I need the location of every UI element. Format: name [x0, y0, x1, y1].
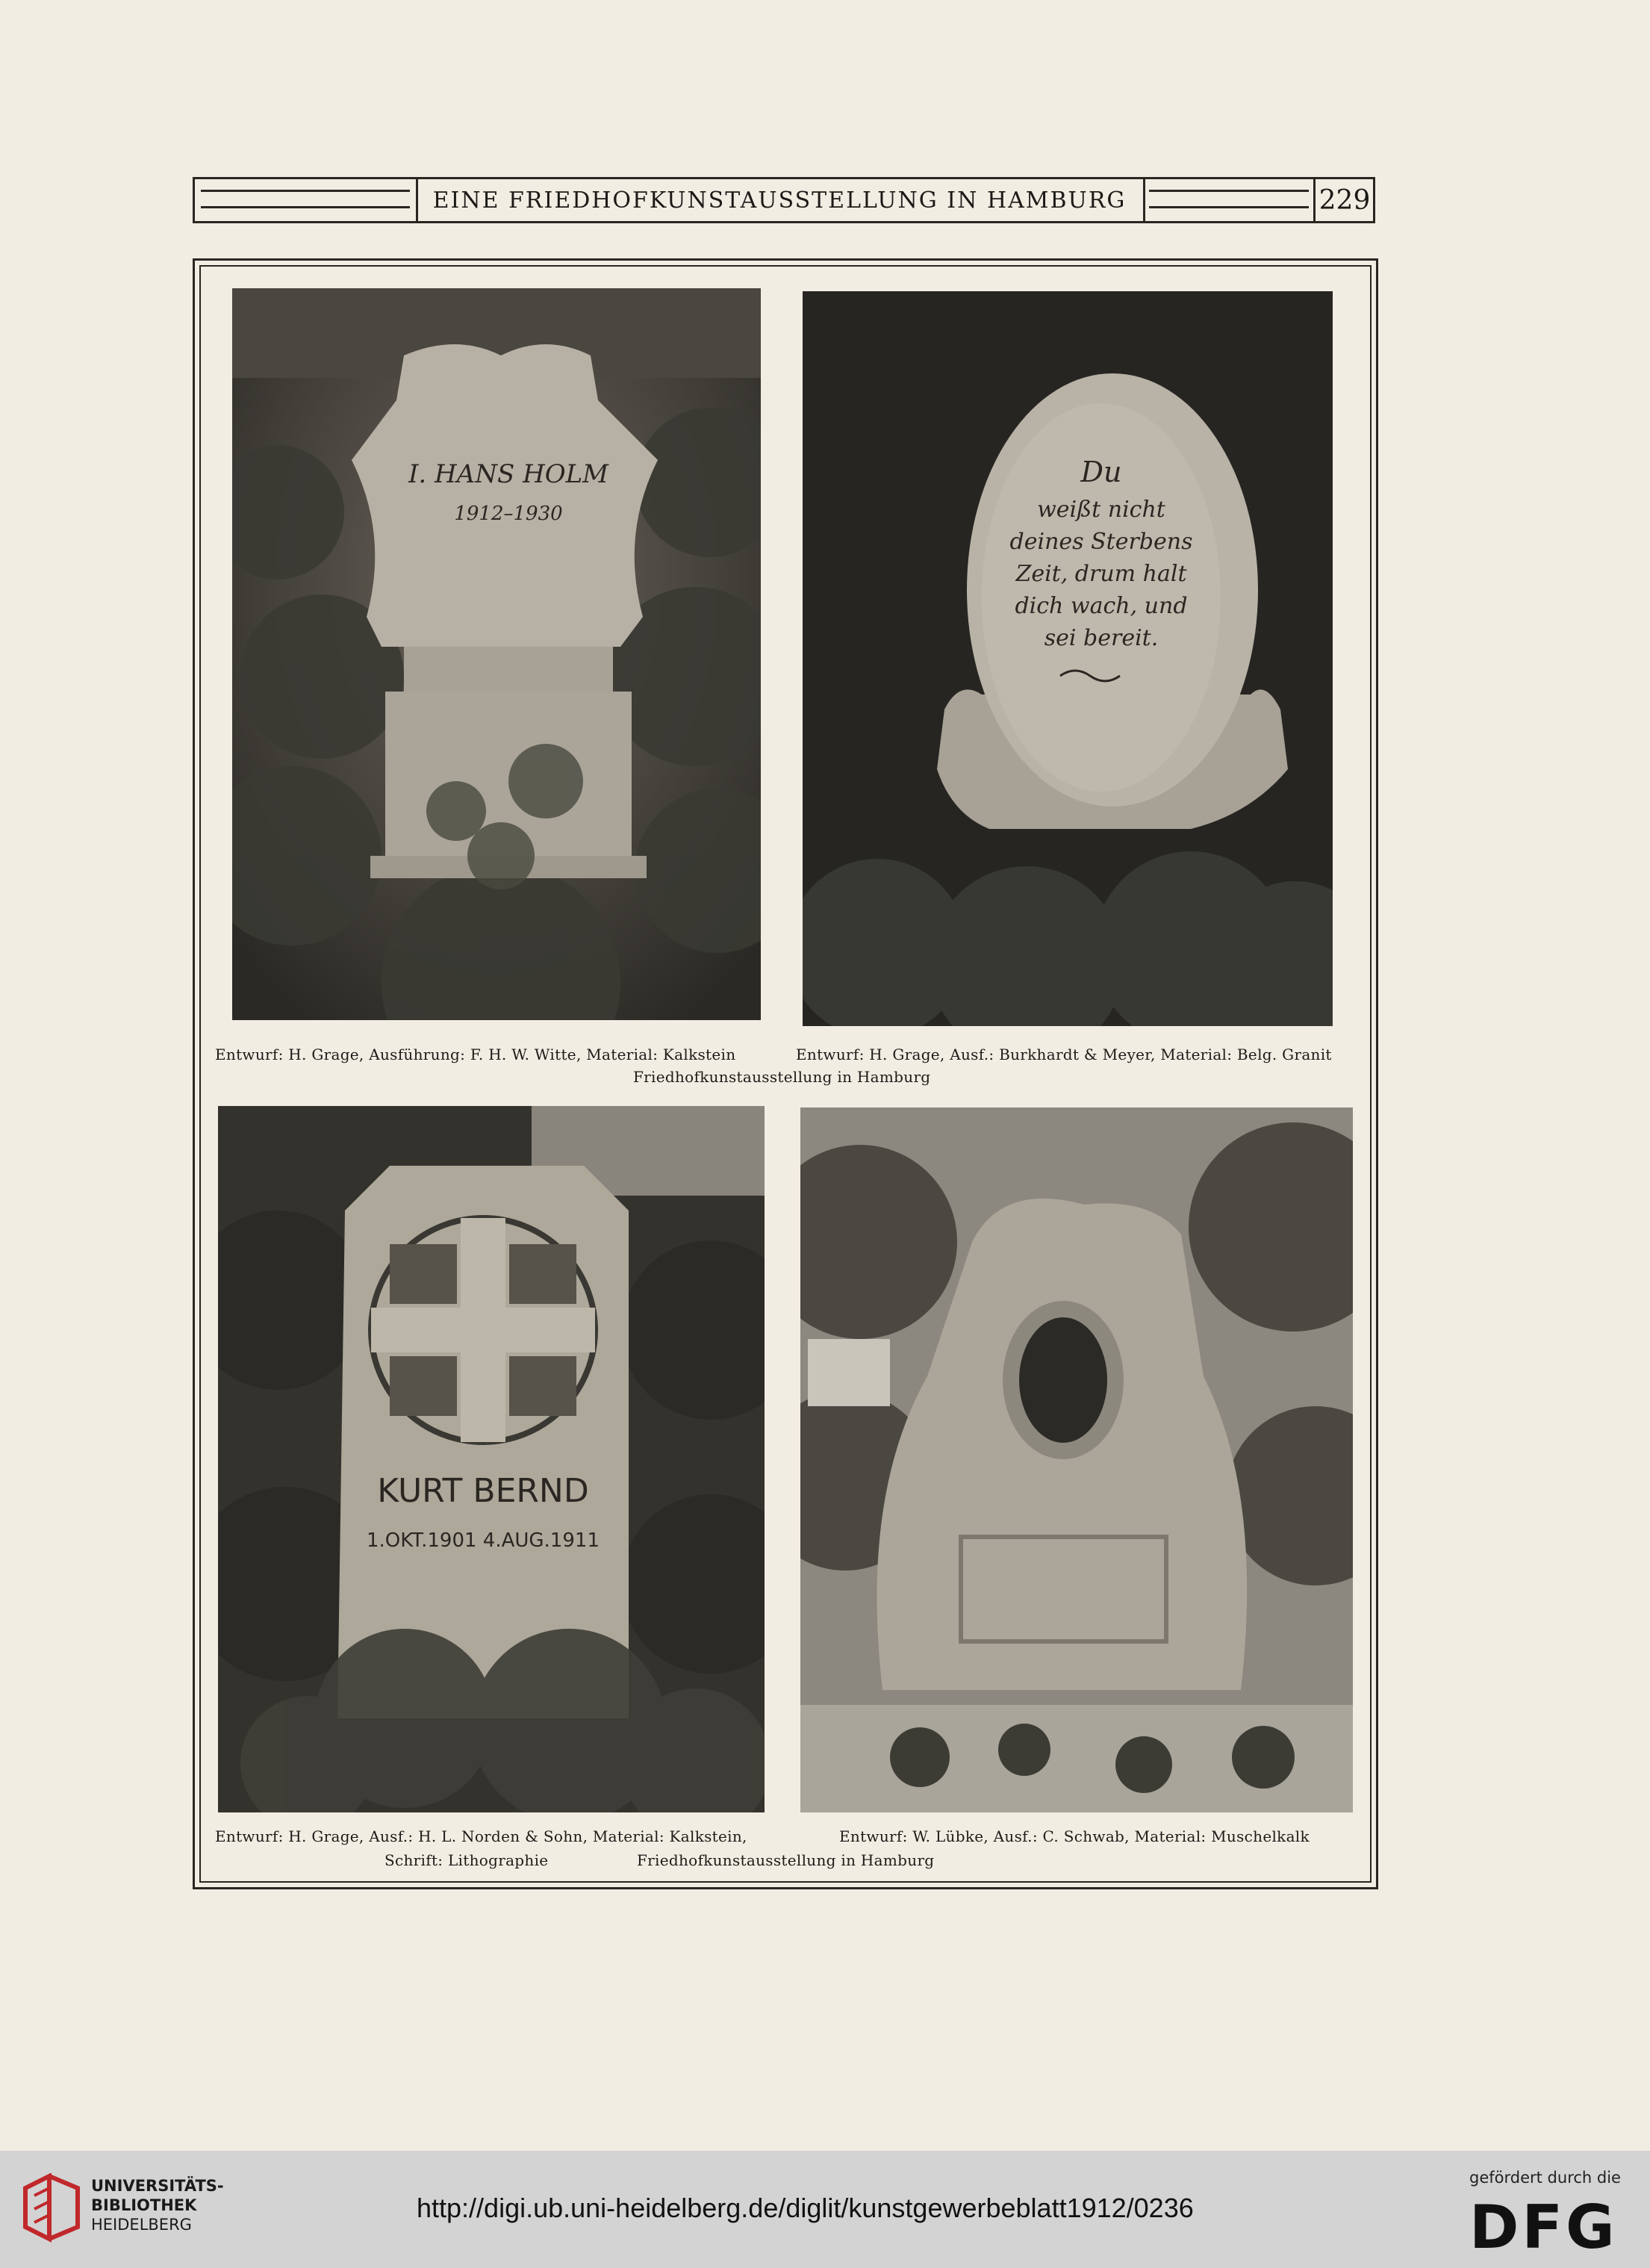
library-name: UNIVERSITÄTS- BIBLIOTHEK HEIDELBERG [91, 2177, 224, 2234]
running-header [193, 177, 1375, 223]
caption-top-right: Entwurf: H. Grage, Ausf.: Burkhardt & Meyer, Material: Belg. Granit [796, 1046, 1332, 1063]
caption-top-center: Friedhofkunstausstellung in Hamburg [633, 1068, 931, 1086]
library-logo-icon [19, 2173, 84, 2245]
page-number: 229 [1319, 184, 1371, 216]
running-title: EINE FRIEDHOFKUNSTAUSSTELLUNG IN HAMBURG [432, 187, 1127, 214]
inscription-line: weißt nicht [1037, 497, 1165, 523]
inscription-line: sei bereit. [1044, 625, 1159, 651]
photo-gravestone-kurt-bernd [218, 1106, 765, 1812]
permalink-url[interactable]: http://digi.ub.uni-heidelberg.de/diglit/kunstgewerbeblatt1912/0236 [417, 2193, 1194, 2223]
inscription-line: Du [1080, 456, 1122, 488]
inscription-line: KURT BERND [377, 1472, 589, 1510]
inscription-line: Zeit, drum halt [1015, 561, 1187, 587]
sponsor-label: gefördert durch die [1469, 2169, 1621, 2187]
caption-bottom-right: Entwurf: W. Lübke, Ausf.: C. Schwab, Material: Muschelkalk [839, 1827, 1310, 1845]
caption-bottom-left: Entwurf: H. Grage, Ausf.: H. L. Norden & Sohn, Material: Kalkstein, [215, 1827, 747, 1845]
dfg-logo: DFG [1469, 2193, 1618, 2262]
caption-top-left: Entwurf: H. Grage, Ausführung: F. H. W. Witte, Material: Kalkstein [215, 1046, 736, 1063]
caption-bottom-left-2: Schrift: Lithographie [385, 1851, 549, 1869]
inscription-line: I. HANS HOLM [408, 459, 609, 489]
caption-bottom-center: Friedhofkunstausstellung in Hamburg [637, 1851, 935, 1869]
inscription-line: 1.OKT.1901 4.AUG.1911 [367, 1529, 600, 1552]
photo-gravestone-oval [803, 291, 1333, 1026]
footer-bar [0, 2151, 1650, 2268]
photo-gravestone-hans-holm [232, 288, 761, 1020]
inscription-line: dich wach, und [1015, 593, 1188, 619]
inscription-line: deines Sterbens [1009, 529, 1193, 555]
inscription-line: 1912–1930 [454, 503, 563, 525]
photo-gravestone-muschelkalk [800, 1107, 1353, 1812]
